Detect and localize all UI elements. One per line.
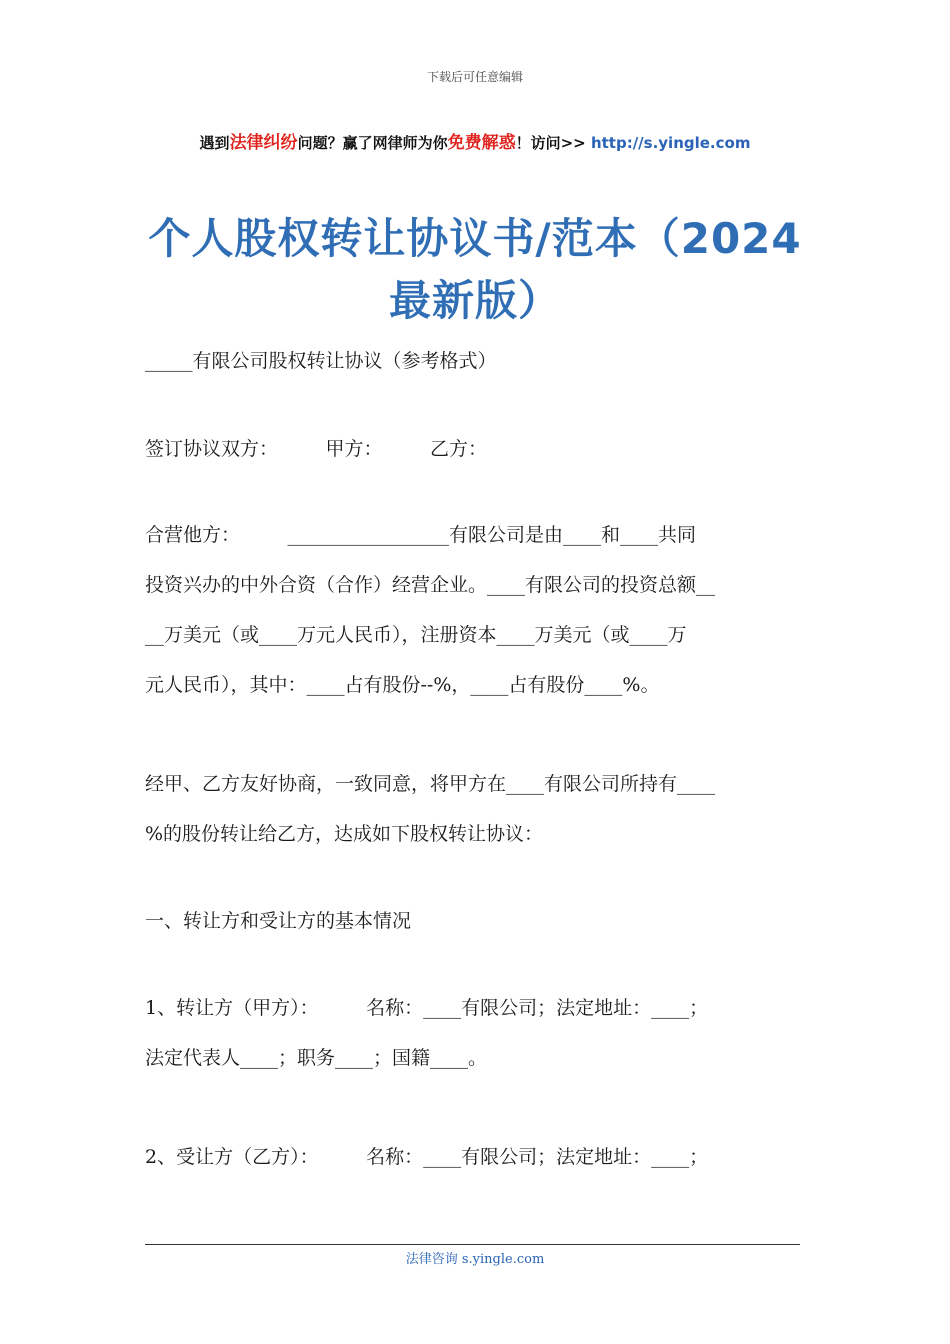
section-heading: 一、转让方和受让方的基本情况	[145, 910, 412, 932]
agreement-subtitle: _____有限公司股权转让协议（参考格式）	[145, 350, 497, 372]
promo-highlight-free: 免费解惑	[447, 133, 516, 153]
paragraph-line: 投资兴办的中外合资（合作）经营企业。____有限公司的投资总额__	[145, 574, 716, 596]
clause-line: 1、转让方（甲方）： 名称：____有限公司；法定地址：____；	[145, 997, 709, 1019]
clause-line: 2、受让方（乙方）： 名称：____有限公司；法定地址：____；	[145, 1146, 709, 1168]
promo-banner	[0, 128, 950, 153]
promo-text-2: 问题？赢了网律师为你	[297, 134, 448, 152]
promo-text-1: 遇到	[199, 134, 230, 152]
title-line-1: 个人股权转让协议书/范本（2024	[148, 214, 802, 263]
paragraph-line: %的股份转让给乙方，达成如下股权转让协议：	[145, 823, 544, 845]
paragraph-line: __万美元（或____万元人民币），注册资本____万美元（或____万	[145, 624, 687, 646]
document-title	[120, 208, 830, 332]
paragraph-line: 元人民币），其中：____占有股份--%，____占有股份____%。	[145, 674, 660, 696]
promo-highlight-legal: 法律纠纷	[229, 133, 298, 153]
promo-text-3: ！访问>>	[515, 134, 591, 152]
paragraph-line: 经甲、乙方友好协商，一致同意，将甲方在____有限公司所持有____	[145, 773, 716, 795]
paragraph-line: 合营他方： _________________有限公司是由____和____共同	[145, 524, 697, 546]
footer-link[interactable]: 法律咨询 s.yingle.com	[405, 1252, 545, 1267]
footer-divider	[145, 1244, 800, 1245]
clause-line: 法定代表人____；职务____；国籍____。	[145, 1047, 488, 1069]
header-note: 下载后可任意编辑	[426, 70, 523, 84]
signing-parties-line: 签订协议双方： 甲方： 乙方：	[145, 438, 488, 460]
promo-link[interactable]: http://s.yingle.com	[590, 134, 751, 152]
title-line-2: 最新版）	[388, 276, 561, 325]
